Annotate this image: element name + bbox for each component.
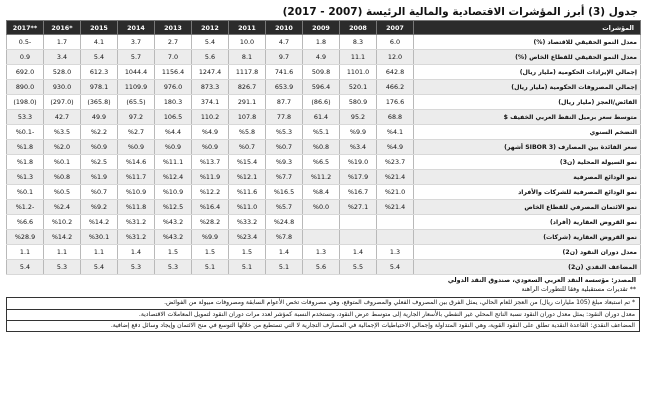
table-cell: 97.2: [118, 110, 155, 125]
table-cell: %11.2: [303, 170, 340, 185]
table-cell: %27.1: [340, 200, 377, 215]
table-row: [7, 200, 641, 215]
table-cell: 1.5: [192, 245, 229, 260]
table-cell: 6.0: [377, 35, 414, 50]
table-cell: 1.8: [303, 35, 340, 50]
indicator-label: نمو السيولة المحلية (ن3): [414, 155, 641, 170]
table-cell: %16.4: [192, 200, 229, 215]
table-cell: 1.4: [118, 245, 155, 260]
table-cell: 5.1: [229, 260, 266, 275]
table-cell: 1109.9: [118, 80, 155, 95]
indicator-label: نمو القروض العقارية (شركات): [414, 230, 641, 245]
table-cell: 374.1: [192, 95, 229, 110]
table-cell: %28.2: [192, 215, 229, 230]
table-cell: %9.3: [266, 155, 303, 170]
table-cell: 0.9: [7, 50, 44, 65]
indicator-label: المضاعف النقدي (ن2): [414, 260, 641, 275]
indicator-label: نمو القروض العقارية (أفراد): [414, 215, 641, 230]
table-cell: %31.2: [118, 230, 155, 245]
indicators-table: [6, 20, 641, 275]
table-cell: 5.4: [377, 260, 414, 275]
table-cell: 1247.4: [192, 65, 229, 80]
table-cell: %9.2: [81, 200, 118, 215]
table-cell: 8.1: [229, 50, 266, 65]
table-cell: 1044.4: [118, 65, 155, 80]
table-cell: %2.4: [44, 200, 81, 215]
year-header: 2011: [229, 21, 266, 35]
table-cell: 653.9: [266, 80, 303, 95]
table-cell: %4.9: [192, 125, 229, 140]
source-note: المصدر: مؤسسة النقد العربي السعودي، صندوق النقد الدولي: [447, 277, 636, 284]
indicators-header: المؤشرات: [414, 21, 641, 35]
indicator-label: سعر الفائدة بين المصارف (3 SIBOR أشهر): [414, 140, 641, 155]
table-cell: %9.9: [340, 125, 377, 140]
table-cell: 53.3: [7, 110, 44, 125]
table-cell: %5.3: [266, 125, 303, 140]
multiplier-definition: المضاعف النقدي: القاعدة النقدية تطلق على النقود القوية، وهي النقود المتداولة وإجمالي الاحتياطيات الإجمالية في المصارف التجارية لا التي تستطيع من خلالها التوسع في منح الائتمان وإيجاد وسائل دفع إضافية.: [6, 320, 640, 332]
indicator-label: إجمالي المصروفات الحكومية (مليار ريال): [414, 80, 641, 95]
table-cell: %7.7: [266, 170, 303, 185]
table-cell: 873.3: [192, 80, 229, 95]
table-cell: %4.4: [155, 125, 192, 140]
table-cell: %21.4: [377, 200, 414, 215]
table-cell: 930.0: [44, 80, 81, 95]
table-cell: 95.2: [340, 110, 377, 125]
indicator-label: نمو الودائع المصرفية: [414, 170, 641, 185]
table-cell: 5.4: [7, 260, 44, 275]
table-cell: %0.9: [155, 140, 192, 155]
table-cell: 5.3: [118, 260, 155, 275]
table-cell: %10.9: [118, 185, 155, 200]
table-cell: %30.1: [81, 230, 118, 245]
table-cell: 87.7: [266, 95, 303, 110]
table-cell: 180.3: [155, 95, 192, 110]
table-cell: %2.0: [44, 140, 81, 155]
table-cell: %3.4: [340, 140, 377, 155]
table-cell: [340, 215, 377, 230]
table-cell: %10.9: [155, 185, 192, 200]
table-cell: %6.5: [303, 155, 340, 170]
indicator-label: نمو الائتمان المصرفي للقطاع الخاص: [414, 200, 641, 215]
estimates-note: ** تقديرات مستقبلية وفقا للتطورات الراهنة: [521, 285, 636, 293]
table-cell: 110.2: [192, 110, 229, 125]
table-cell: 1.5: [155, 245, 192, 260]
table-cell: 890.0: [7, 80, 44, 95]
table-cell: %21.4: [377, 170, 414, 185]
table-cell: [377, 215, 414, 230]
table-row: [7, 170, 641, 185]
notes-section: [6, 277, 640, 294]
table-cell: %0.7: [81, 185, 118, 200]
table-cell: %23.4: [229, 230, 266, 245]
table-cell: %6.6: [7, 215, 44, 230]
table-cell: %9.9: [192, 230, 229, 245]
table-cell: 1.3: [303, 245, 340, 260]
table-cell: %43.2: [155, 215, 192, 230]
table-cell: %10.2: [44, 215, 81, 230]
table-cell: %5.8: [229, 125, 266, 140]
table-cell: %11.7: [118, 170, 155, 185]
year-header: 2010: [266, 21, 303, 35]
table-cell: 4.7: [266, 35, 303, 50]
table-cell: 4.9: [303, 50, 340, 65]
table-cell: 5.4: [81, 260, 118, 275]
table-cell: %1.8: [7, 155, 44, 170]
table-row: [7, 95, 641, 110]
table-cell: 49.9: [81, 110, 118, 125]
table-cell: 42.7: [44, 110, 81, 125]
year-header: 2013: [155, 21, 192, 35]
indicator-label: نمو الودائع المصرفية للشركات والأفراد: [414, 185, 641, 200]
indicator-label: متوسط سعر برميل النفط العربي الخفيف $: [414, 110, 641, 125]
table-cell: %1.9: [81, 170, 118, 185]
table-cell: (365.8): [81, 95, 118, 110]
table-cell: %16.5: [266, 185, 303, 200]
table-row: [7, 35, 641, 50]
table-cell: %2.5: [81, 155, 118, 170]
table-cell: 5.3: [44, 260, 81, 275]
table-cell: 741.6: [266, 65, 303, 80]
table-cell: %12.5: [155, 200, 192, 215]
year-header: 2017**: [7, 21, 44, 35]
table-cell: 978.1: [81, 80, 118, 95]
table-cell: %0.5: [44, 185, 81, 200]
table-cell: 7.0: [155, 50, 192, 65]
indicator-label: معدل النمو الحقيقي للاقتصاد (%): [414, 35, 641, 50]
table-cell: %33.2: [229, 215, 266, 230]
table-cell: 520.1: [340, 80, 377, 95]
indicator-label: معدل دوران النقود (ن2): [414, 245, 641, 260]
table-cell: %3.5: [44, 125, 81, 140]
table-cell: %0.9: [118, 140, 155, 155]
table-cell: %0.8: [44, 170, 81, 185]
table-cell: 826.7: [229, 80, 266, 95]
indicator-label: إجمالي الإيرادات الحكومية (مليار ريال): [414, 65, 641, 80]
table-cell: %0.1-: [7, 125, 44, 140]
table-cell: 1.1: [44, 245, 81, 260]
table-cell: %0.9: [192, 140, 229, 155]
table-cell: %43.2: [155, 230, 192, 245]
table-cell: %1.2-: [7, 200, 44, 215]
table-cell: 1.4: [340, 245, 377, 260]
table-cell: 5.3: [155, 260, 192, 275]
table-cell: 596.4: [303, 80, 340, 95]
table-cell: %14.2: [44, 230, 81, 245]
velocity-definition: معدل دوران النقود: يمثل معدل دوران النقود نسبة الناتج المحلي غير النفطي بالأسعار الجارية إلى متوسط عرض النقود، وتستخدم النسبة كمؤشر لعدد مرات دوران النقود لتمويل المعاملات الاقتصادية.: [6, 309, 640, 321]
table-cell: %0.7: [229, 140, 266, 155]
table-cell: 10.0: [229, 35, 266, 50]
table-cell: 68.8: [377, 110, 414, 125]
table-cell: %12.1: [229, 170, 266, 185]
indicator-label: معدل النمو الحقيقي للقطاع الخاص (%): [414, 50, 641, 65]
table-row: [7, 155, 641, 170]
table-cell: %1.8: [7, 140, 44, 155]
table-row: [7, 215, 641, 230]
table-cell: %5.7: [266, 200, 303, 215]
table-cell: %24.8: [266, 215, 303, 230]
table-cell: 5.1: [266, 260, 303, 275]
table-cell: 61.4: [303, 110, 340, 125]
table-cell: 3.4: [44, 50, 81, 65]
table-cell: %11.8: [118, 200, 155, 215]
table-cell: 466.2: [377, 80, 414, 95]
table-cell: %21.0: [377, 185, 414, 200]
table-cell: %0.8: [303, 140, 340, 155]
table-cell: %4.1: [377, 125, 414, 140]
table-cell: %11.9: [192, 170, 229, 185]
indicator-label: الفائض/العجز (مليار ريال): [414, 95, 641, 110]
table-cell: %15.4: [229, 155, 266, 170]
year-header: 2016*: [44, 21, 81, 35]
table-header-row: [7, 21, 641, 35]
year-header: 2007: [377, 21, 414, 35]
table-cell: 1117.8: [229, 65, 266, 80]
table-cell: %16.7: [340, 185, 377, 200]
table-cell: 692.0: [7, 65, 44, 80]
table-cell: 4.1: [81, 35, 118, 50]
table-cell: 5.5: [340, 260, 377, 275]
table-cell: %11.1: [155, 155, 192, 170]
table-row: [7, 125, 641, 140]
table-cell: [377, 230, 414, 245]
table-cell: %0.9: [81, 140, 118, 155]
table-cell: 2.7: [155, 35, 192, 50]
table-cell: 1101.0: [340, 65, 377, 80]
table-cell: %5.1: [303, 125, 340, 140]
table-cell: 1.1: [81, 245, 118, 260]
table-cell: 1.4: [266, 245, 303, 260]
table-cell: 5.7: [118, 50, 155, 65]
table-cell: 12.0: [377, 50, 414, 65]
table-cell: %11.0: [229, 200, 266, 215]
table-cell: 176.6: [377, 95, 414, 110]
table-cell: %0.1: [44, 155, 81, 170]
year-header: 2015: [81, 21, 118, 35]
table-cell: %17.9: [340, 170, 377, 185]
year-header: 2009: [303, 21, 340, 35]
table-cell: 1.7: [44, 35, 81, 50]
table-cell: %0.7: [266, 140, 303, 155]
table-cell: 8.3: [340, 35, 377, 50]
table-cell: 580.9: [340, 95, 377, 110]
table-cell: %7.8: [266, 230, 303, 245]
table-row: [7, 80, 641, 95]
table-cell: %23.7: [377, 155, 414, 170]
table-cell: 1.3: [377, 245, 414, 260]
table-cell: %19.0: [340, 155, 377, 170]
table-row: [7, 230, 641, 245]
table-row: [7, 185, 641, 200]
table-cell: %2.2: [81, 125, 118, 140]
table-cell: 5.4: [192, 35, 229, 50]
table-cell: %12.2: [192, 185, 229, 200]
table-cell: 976.0: [155, 80, 192, 95]
table-cell: [303, 215, 340, 230]
table-row: [7, 245, 641, 260]
table-cell: 107.8: [229, 110, 266, 125]
table-cell: 642.8: [377, 65, 414, 80]
table-cell: %12.4: [155, 170, 192, 185]
table-cell: 1156.4: [155, 65, 192, 80]
indicator-label: التضخم السنوي: [414, 125, 641, 140]
table-cell: %0.1: [7, 185, 44, 200]
table-cell: [340, 230, 377, 245]
table-cell: 9.7: [266, 50, 303, 65]
table-row: [7, 260, 641, 275]
table-row: [7, 65, 641, 80]
table-cell: [303, 230, 340, 245]
year-header: 2012: [192, 21, 229, 35]
table-cell: 1.1: [7, 245, 44, 260]
table-cell: 5.1: [192, 260, 229, 275]
table-cell: 291.1: [229, 95, 266, 110]
table-cell: 11.1: [340, 50, 377, 65]
table-cell: %1.3: [7, 170, 44, 185]
table-cell: 5.6: [303, 260, 340, 275]
table-cell: %14.2: [81, 215, 118, 230]
table-cell: 3.7: [118, 35, 155, 50]
table-cell: %8.4: [303, 185, 340, 200]
table-cell: 0.5-: [7, 35, 44, 50]
year-header: 2014: [118, 21, 155, 35]
table-cell: (65.5): [118, 95, 155, 110]
table-row: [7, 140, 641, 155]
table-cell: 5.4: [81, 50, 118, 65]
table-cell: 77.8: [266, 110, 303, 125]
table-cell: %4.9: [377, 140, 414, 155]
table-row: [7, 50, 641, 65]
table-cell: 106.5: [155, 110, 192, 125]
table-cell: (86.6): [303, 95, 340, 110]
table-cell: 612.3: [81, 65, 118, 80]
table-cell: (198.0): [7, 95, 44, 110]
table-row: [7, 110, 641, 125]
table-cell: %11.6: [229, 185, 266, 200]
table-cell: (297.0): [44, 95, 81, 110]
table-cell: %14.6: [118, 155, 155, 170]
table-cell: %13.7: [192, 155, 229, 170]
table-cell: 1.5: [229, 245, 266, 260]
table-cell: %31.2: [118, 215, 155, 230]
year-header: 2008: [340, 21, 377, 35]
table-cell: 509.8: [303, 65, 340, 80]
table-cell: 528.0: [44, 65, 81, 80]
deficit-footnote: * تم استبعاد مبلغ (105 مليارات ريال) من العجز للعام الحالي، يمثل الفرق بين المصروف الفعلي والمصروف المتوقع، وهي مصروفات تخص الأعوام السابقة ومصروفات مبيولة من الفوائض.: [6, 297, 640, 309]
table-cell: 5.6: [192, 50, 229, 65]
table-cell: %0.0: [303, 200, 340, 215]
table-title: جدول (3) أبرز المؤشرات الاقتصادية والمالية الرئيسة (2007 - 2017): [282, 6, 638, 18]
table-cell: %2.7: [118, 125, 155, 140]
table-cell: %28.9: [7, 230, 44, 245]
